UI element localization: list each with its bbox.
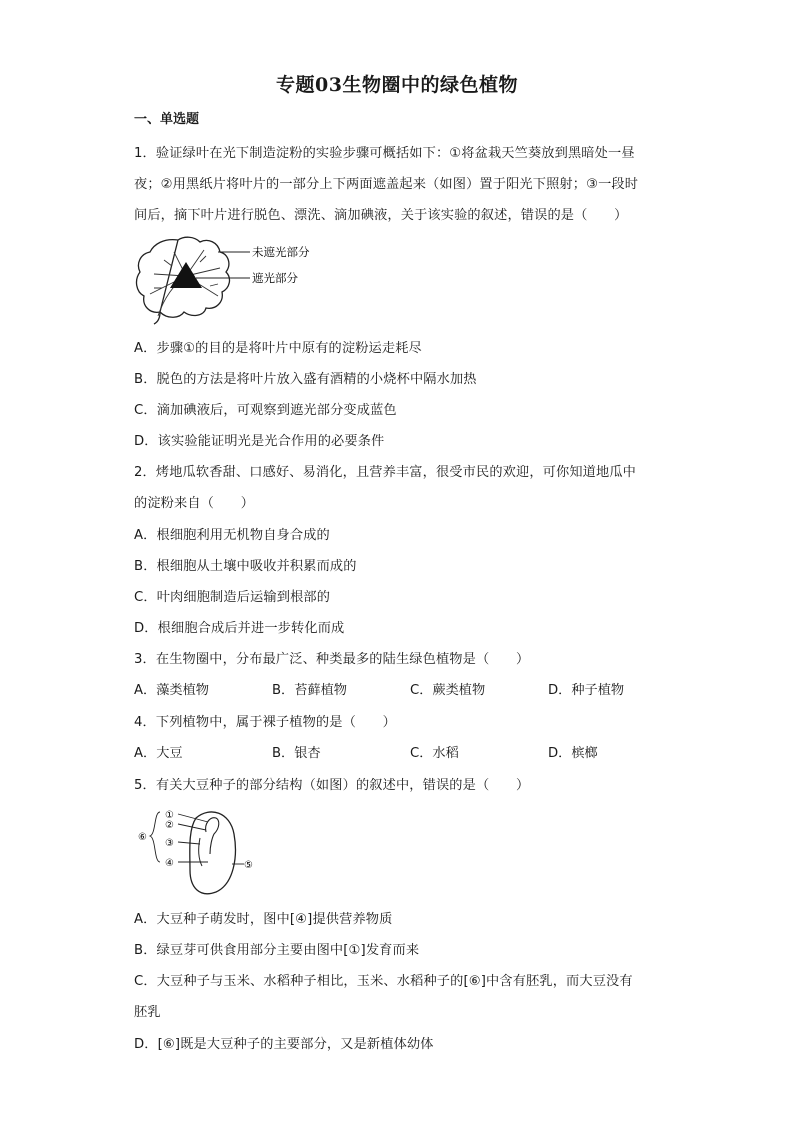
- q2-stem-line-1: 2．烤地瓜软香甜、口感好、易消化，且营养丰富，很受市民的欢迎，可你知道地瓜中: [134, 465, 637, 480]
- q5-option-c: C．大豆种子与玉米、水稻种子相比，玉米、水稻种子的[⑥]中含有胚乳，而大豆没有: [134, 974, 633, 989]
- q5-option-b: B．绿豆芽可供食用部分主要由图中[①]发育而来: [134, 943, 420, 958]
- seed-outline: [190, 812, 236, 894]
- q1-option-d: D．该实验能证明光是光合作用的必要条件: [134, 434, 385, 449]
- seed-label-5: ⑤: [244, 860, 253, 871]
- q5-option-c-continued: 胚乳: [134, 1005, 161, 1020]
- brace-6: [150, 812, 160, 862]
- seed-label-4: ④: [165, 858, 174, 869]
- seed-label-2: ②: [165, 820, 174, 831]
- q1-option-b: B．脱色的方法是将叶片放入盛有酒精的小烧杯中隔水加热: [134, 372, 477, 387]
- label-unshaded: 未遮光部分: [252, 245, 310, 259]
- soybean-seed-figure: [134, 804, 264, 900]
- q5-option-a: A．大豆种子萌发时，图中[④]提供营养物质: [134, 912, 393, 927]
- seed-label-3: ③: [165, 838, 174, 849]
- q4-option-a: A．大豆: [134, 746, 183, 761]
- q4-option-d: D．槟榔: [548, 746, 598, 761]
- q1-option-a: A．步骤①的目的是将叶片中原有的淀粉运走耗尽: [134, 341, 422, 356]
- label-shaded: 遮光部分: [252, 271, 298, 285]
- q2-option-b: B．根细胞从土壤中吸收并积累而成的: [134, 559, 357, 574]
- seed-label-1: ①: [165, 810, 174, 821]
- section-heading: 一、单选题: [134, 112, 200, 127]
- q2-option-d: D．根细胞合成后并进一步转化而成: [134, 621, 345, 636]
- q1-stem-line-3: 间后，摘下叶片进行脱色、漂洗、滴加碘液，关于该实验的叙述，错误的是（ ）: [134, 208, 628, 223]
- q3-option-b: B．苔藓植物: [272, 683, 347, 698]
- page-title: 专题03生物圈中的绿色植物: [276, 74, 518, 96]
- q4-option-c: C．水稻: [410, 746, 459, 761]
- q3-option-a: A．藻类植物: [134, 683, 209, 698]
- q3-option-c: C．蕨类植物: [410, 683, 486, 698]
- seed-label-6: ⑥: [138, 832, 147, 843]
- q5-option-d: D．[⑥]既是大豆种子的主要部分，又是新植体幼体: [134, 1037, 434, 1052]
- q5-stem: 5．有关大豆种子的部分结构（如图）的叙述中，错误的是（ ）: [134, 778, 530, 793]
- q2-option-a: A．根细胞利用无机物自身合成的: [134, 528, 330, 543]
- q3-option-d: D．种子植物: [548, 683, 625, 698]
- q2-option-c: C．叶肉细胞制造后运输到根部的: [134, 590, 331, 605]
- q4-option-b: B．银杏: [272, 746, 321, 761]
- q2-stem-line-2: 的淀粉来自（ ）: [134, 496, 255, 511]
- q1-stem-line-2: 夜；②用黑纸片将叶片的一部分上下两面遮盖起来（如图）置于阳光下照射；③一段时: [134, 177, 639, 192]
- q3-stem: 3．在生物圈中，分布最广泛、种类最多的陆生绿色植物是（ ）: [134, 652, 530, 667]
- q1-stem-line-1: 1．验证绿叶在光下制造淀粉的实验步骤可概括如下：①将盆栽天竺葵放到黑暗处一昼: [134, 146, 635, 161]
- leaf-figure: [134, 234, 334, 326]
- q1-option-c: C．滴加碘液后，可观察到遮光部分变成蓝色: [134, 403, 397, 418]
- q4-stem: 4．下列植物中，属于裸子植物的是（ ）: [134, 715, 396, 730]
